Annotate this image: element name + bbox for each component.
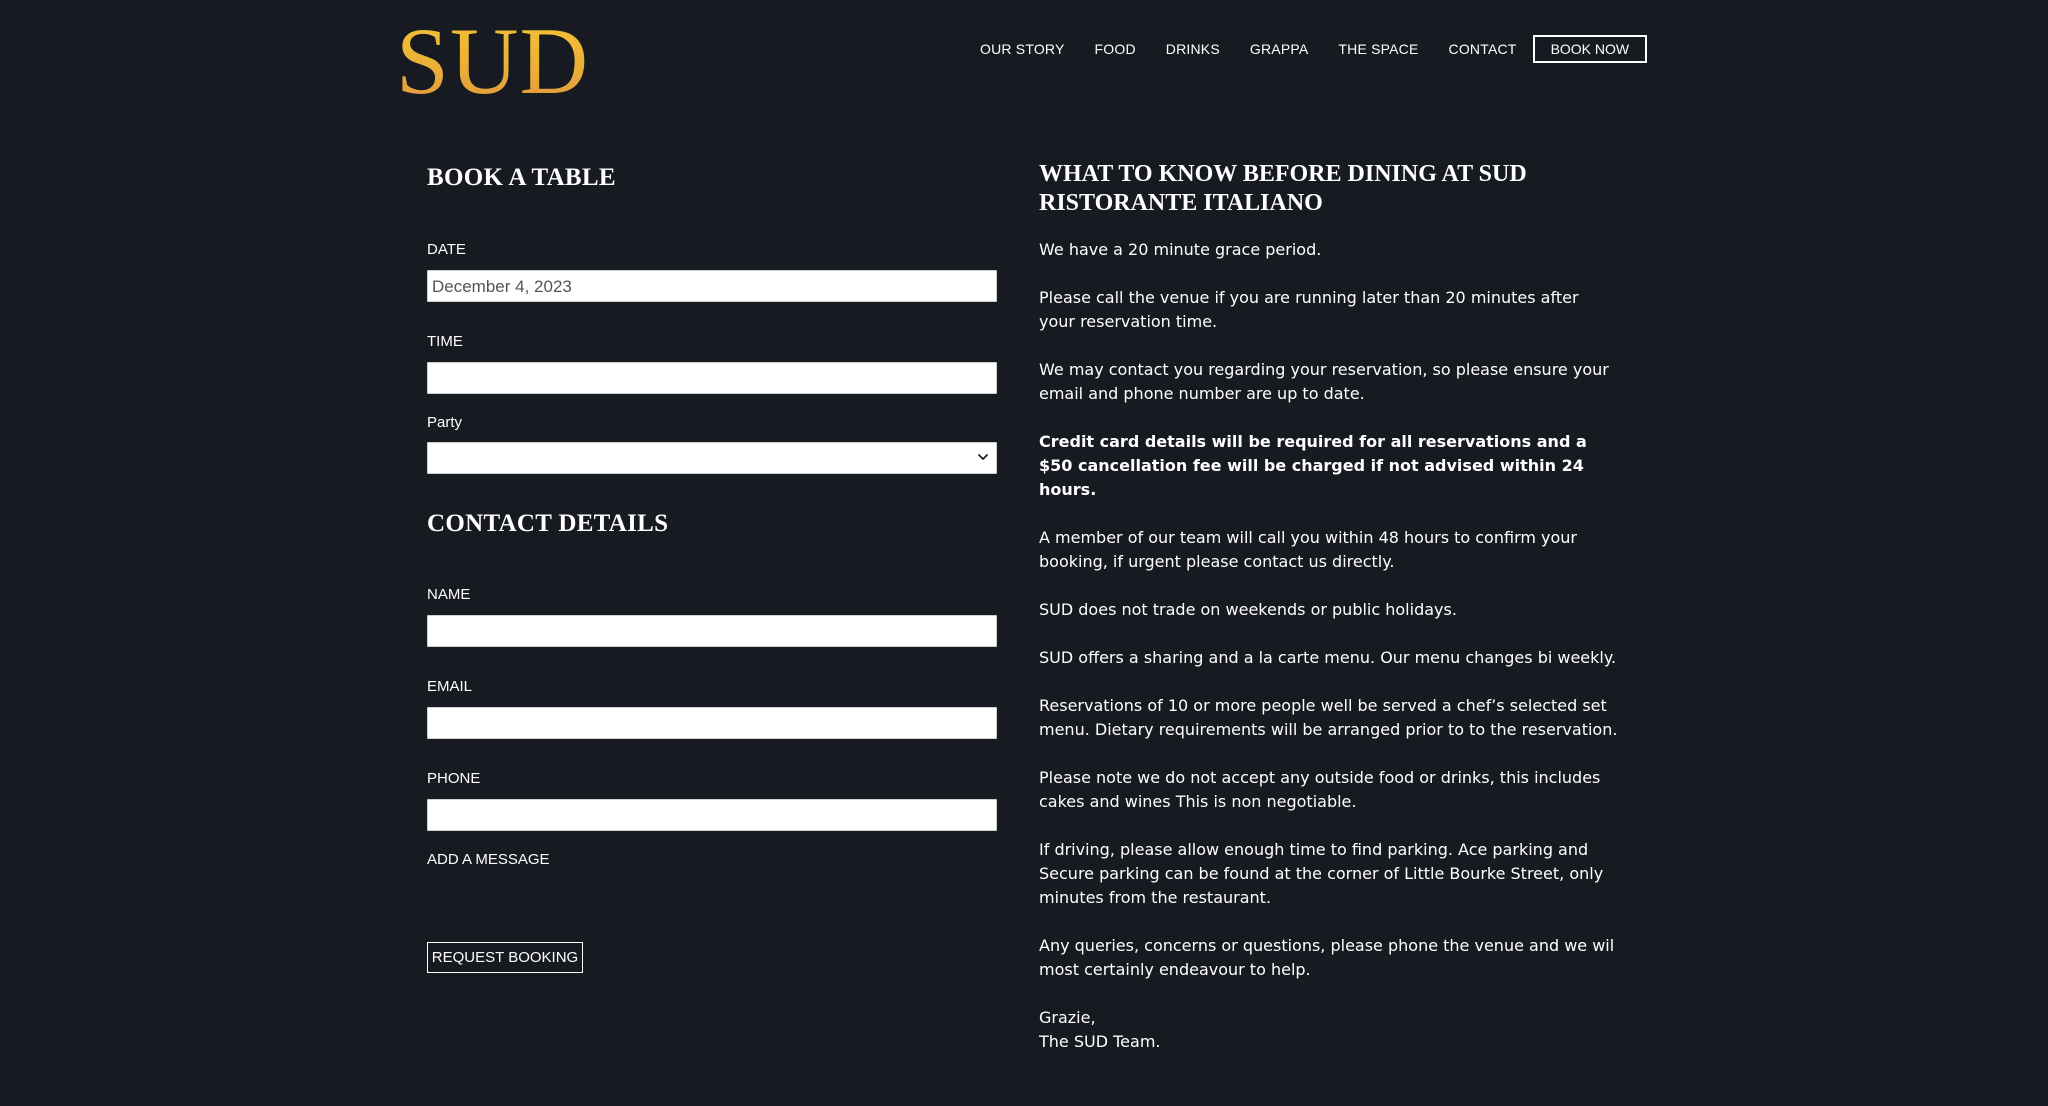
info-paragraph-cancellation: Credit card details will be required for all reservations and a $50 cancellation fee will be charged if not advised within 24 hours. [1039,432,1587,499]
request-booking-button[interactable]: REQUEST BOOKING [427,942,583,973]
nav-the-space[interactable]: THE SPACE [1338,41,1419,57]
name-label: NAME [427,586,471,603]
info-paragraph: Any queries, concerns or questions, please phone the venue and we wil most certainly endeavour to help. [1039,936,1615,979]
dining-info [1039,160,1619,1054]
info-heading: WHAT TO KNOW BEFORE DINING AT SUD RISTORANTE ITALIANO [1039,161,1527,216]
info-paragraph: Reservations of 10 or more people well be served a chef’s selected set menu. Dietary requirements will be arranged prior to to the reservation. [1039,696,1618,739]
nav-our-story[interactable]: OUR STORY [980,41,1065,57]
book-a-table-heading: BOOK A TABLE [427,164,616,191]
phone-field[interactable] [427,799,997,831]
info-paragraph: SUD offers a sharing and a la carte menu. Our menu changes bi weekly. [1039,648,1617,667]
time-label: TIME [427,333,463,350]
info-paragraph: We have a 20 minute grace period. [1039,240,1322,259]
main-nav [980,35,1647,63]
sud-logo[interactable]: SUD [396,8,590,114]
signoff-grazie: Grazie, [1039,1008,1096,1027]
message-label: ADD A MESSAGE [427,851,550,868]
party-label: Party [427,414,463,431]
email-field[interactable] [427,707,997,739]
info-paragraph: If driving, please allow enough time to find parking. Ace parking and Secure parking can be found at the corner of Little Bourke Street, only minutes from the restaurant. [1039,840,1604,907]
date-value: December 4, 2023 [432,277,572,296]
info-paragraph: SUD does not trade on weekends or public holidays. [1039,600,1457,619]
email-label: EMAIL [427,678,473,695]
info-paragraph: Please call the venue if you are running later than 20 minutes after your reservation time. [1039,288,1579,331]
time-field[interactable] [427,362,997,394]
nav-drinks[interactable]: DRINKS [1165,41,1220,57]
book-now-button[interactable]: BOOK NOW [1533,35,1648,63]
info-paragraph: A member of our team will call you within 48 hours to confirm your booking, if urgent please contact us directly. [1039,528,1578,571]
signoff-team: The SUD Team. [1039,1032,1161,1051]
name-field[interactable] [427,615,997,647]
date-field[interactable] [427,270,997,302]
chevron-down-icon [976,450,990,464]
phone-label: PHONE [427,770,481,787]
nav-contact[interactable]: CONTACT [1448,41,1517,57]
info-paragraph: Please note we do not accept any outside food or drinks, this includes cakes and wines This is non negotiable. [1039,768,1601,811]
contact-details-heading: CONTACT DETAILS [427,510,669,537]
party-select[interactable] [427,442,997,474]
nav-grappa[interactable]: GRAPPA [1249,41,1309,57]
info-paragraph: We may contact you regarding your reservation, so please ensure your email and phone number are up to date. [1039,360,1609,403]
nav-food[interactable]: FOOD [1094,41,1136,57]
date-label: DATE [427,241,466,258]
